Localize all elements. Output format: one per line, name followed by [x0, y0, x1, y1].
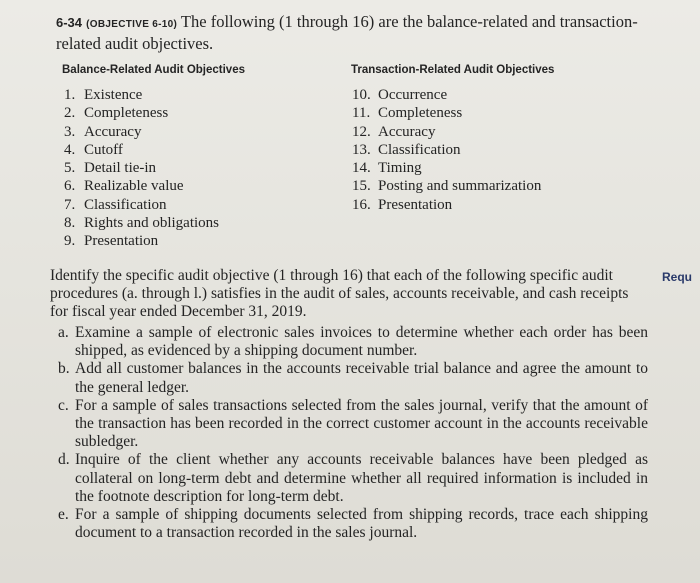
problem-header	[56, 12, 646, 53]
objective-tag: (OBJECTIVE 6-10)	[86, 19, 178, 30]
list-item: 3. Accuracy	[64, 123, 142, 140]
list-item: 5. Detail tie-in	[64, 160, 157, 177]
instructions-paragraph: Identify the specific audit objective (1 through 16) that each of the following specific audit procedures (a. through l.) satisfies in the audit of sales, accounts receivable, and cash receipts for fiscal year ended December 31, 2019.	[50, 267, 629, 320]
list-item: 7. Classification	[64, 196, 167, 213]
list-item: 10. Occurrence	[352, 87, 448, 103]
transaction-objectives-title: Transaction-Related Audit Objectives	[351, 64, 555, 76]
list-item: 13. Classification	[352, 141, 461, 158]
list-item: a. Examine a sample of electronic sales invoices to determine whether each order has been shipped, as evidenced by a shipping document number.	[58, 324, 648, 360]
problem-intro-text: The following (1 through 16) are the balance-related and transaction-related audit objectives.	[56, 12, 638, 53]
list-item: 15. Posting and summarization	[352, 178, 542, 195]
list-item: 16. Presentation	[352, 196, 453, 213]
list-item: 1. Existence	[64, 87, 143, 103]
list-item: b. Add all customer balances in the accounts receivable trial balance and agree the amount to the general ledger.	[58, 360, 648, 396]
balance-objectives-title: Balance-Related Audit Objectives	[62, 64, 245, 76]
balance-objectives-list	[64, 86, 219, 251]
problem-number: 6-34	[56, 15, 83, 30]
list-item: 6. Realizable value	[64, 178, 184, 195]
procedures-list	[58, 324, 648, 542]
list-item: d. Inquire of the client whether any accounts receivable balances have been pledged as collateral on long-term debt and determine whether all required information is included in the footnote description for long-term debt.	[58, 451, 648, 505]
list-item: 8. Rights and obligations	[64, 215, 219, 232]
transaction-objectives-list	[352, 86, 541, 214]
list-item: 12. Accuracy	[352, 123, 436, 140]
list-item: 14. Timing	[352, 160, 422, 177]
list-item: 11. Completeness	[352, 105, 463, 122]
list-item: 4. Cutoff	[64, 141, 123, 158]
list-item: 2. Completeness	[64, 105, 169, 122]
list-item: 9. Presentation	[64, 233, 159, 250]
list-item: e. For a sample of shipping documents selected from shipping records, trace each shipping document to a transaction recorded in the sales journal.	[58, 506, 648, 542]
list-item: c. For a sample of sales transactions selected from the sales journal, verify that the amount of the transaction has been recorded in the correct customer account in the accounts receivable subledger.	[58, 396, 648, 451]
margin-required-tag: Requ	[662, 270, 692, 284]
